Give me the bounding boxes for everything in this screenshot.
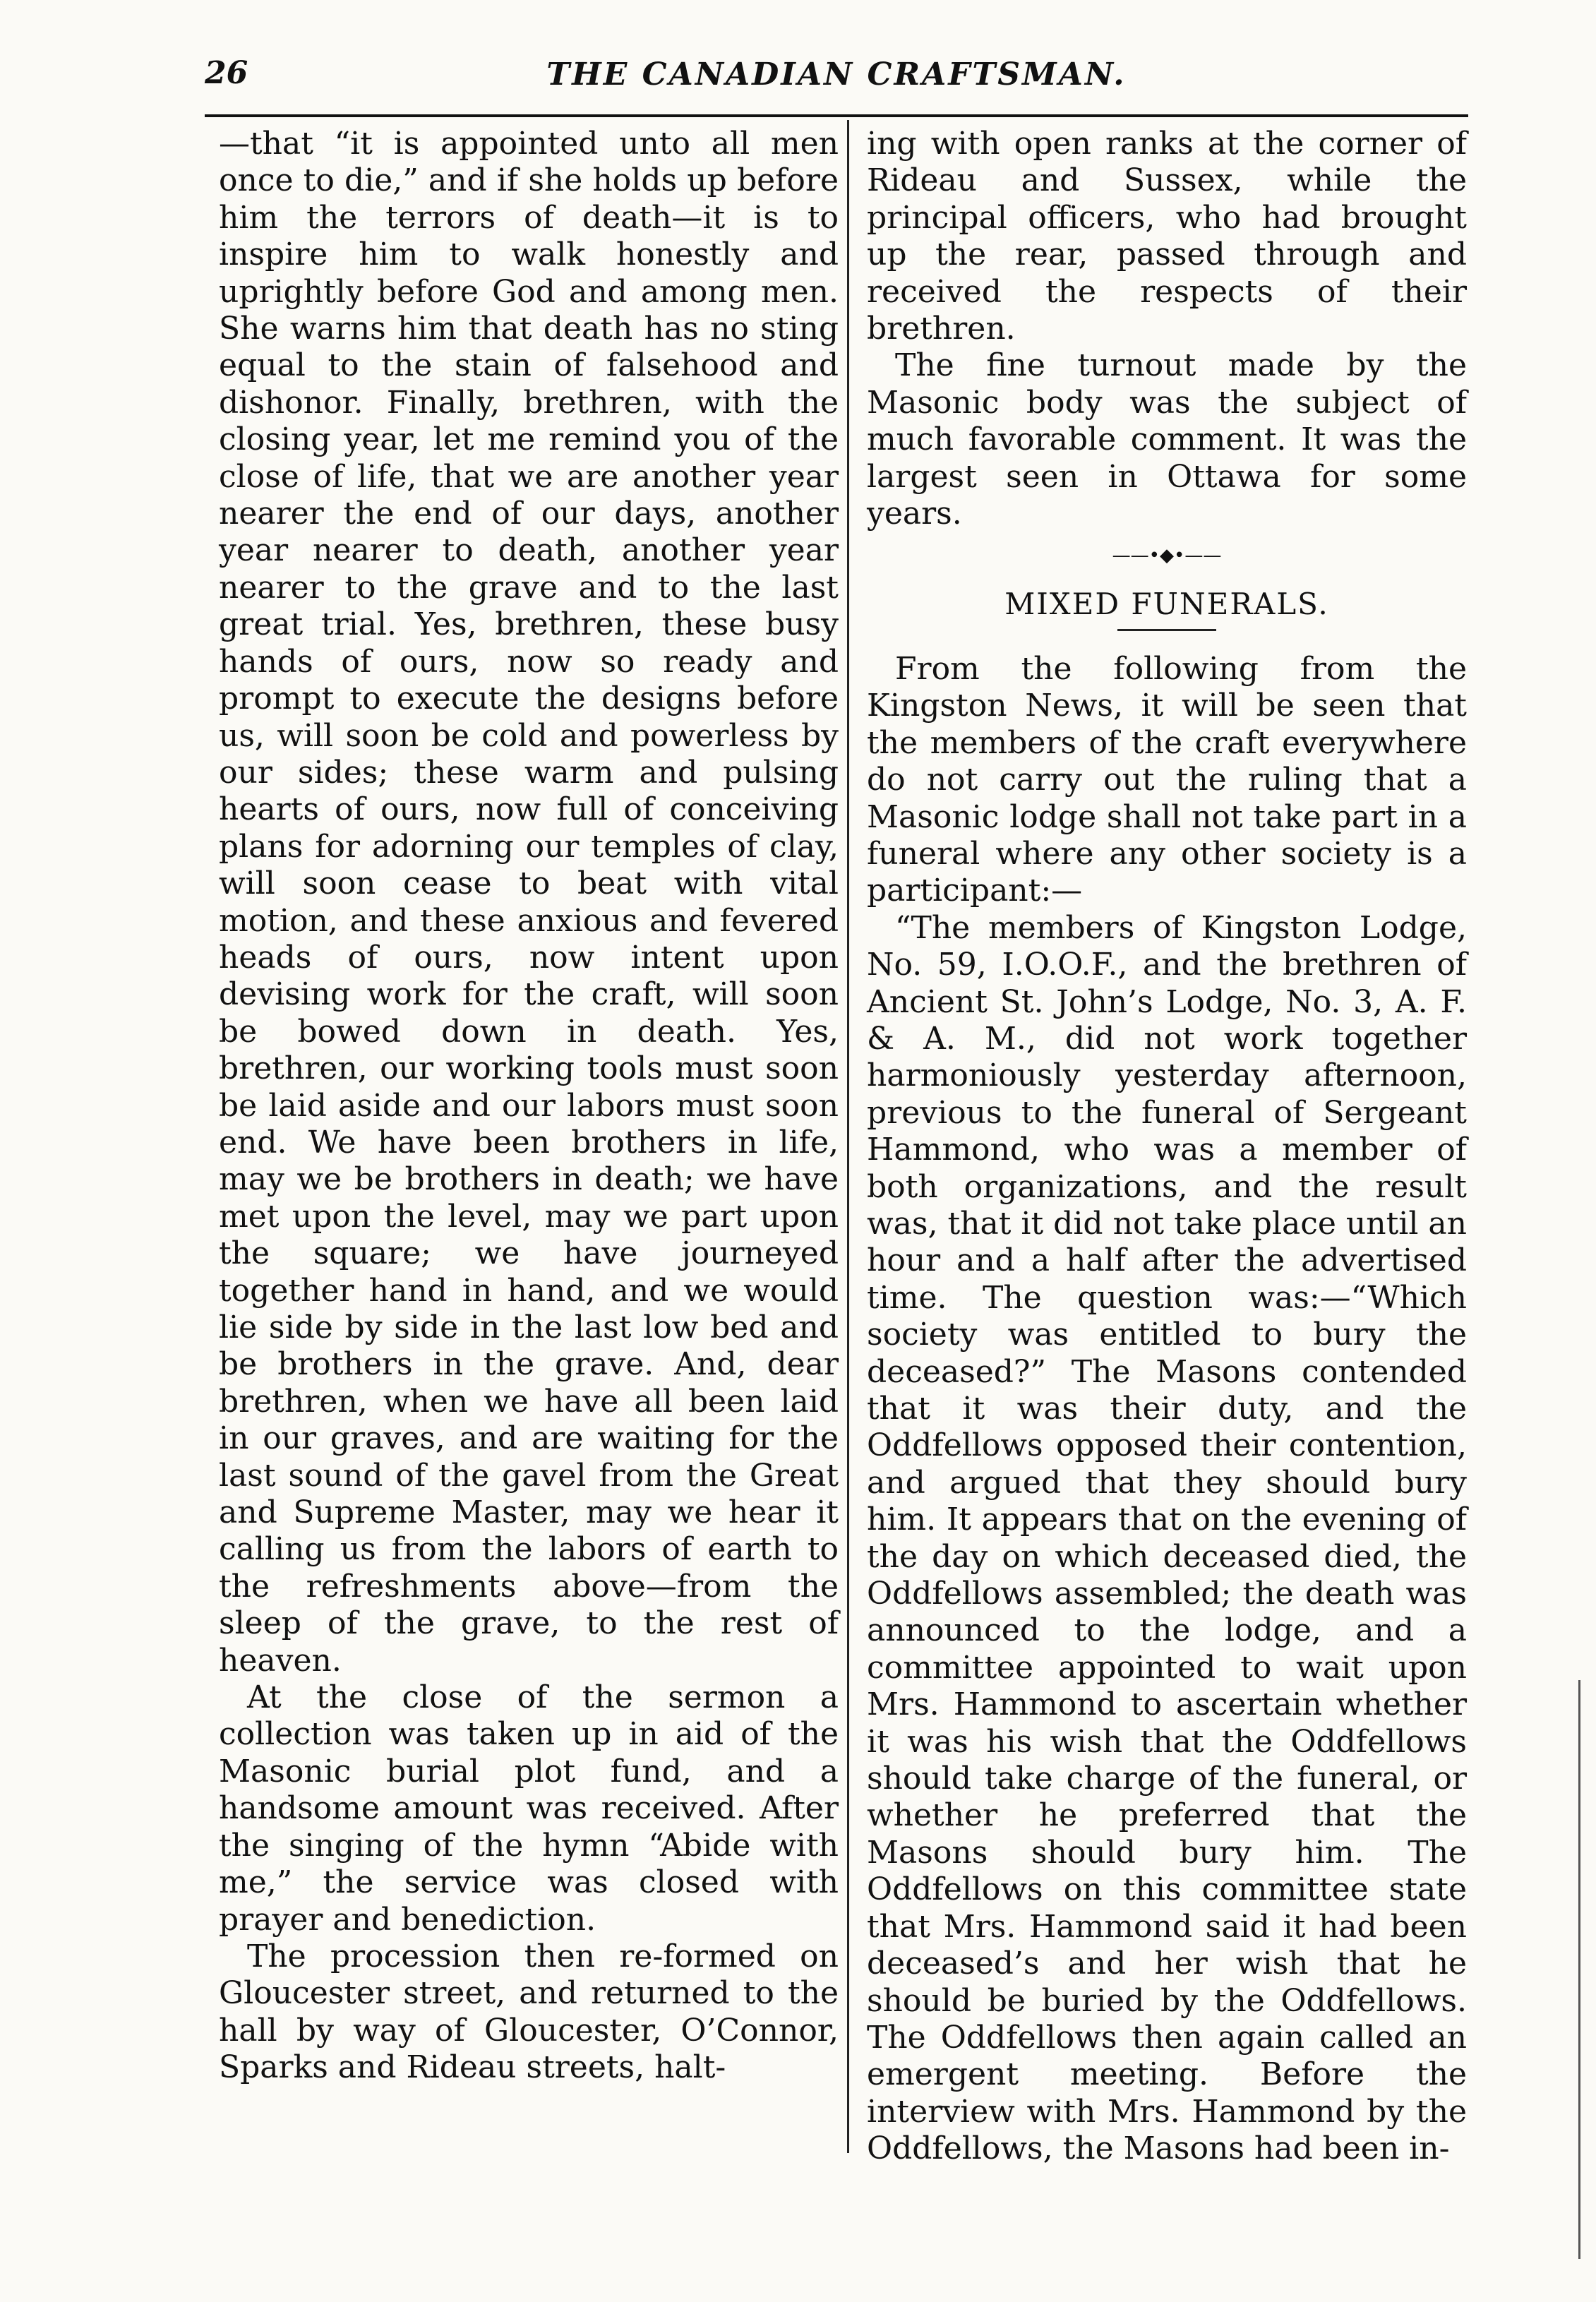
header-rule	[205, 114, 1468, 117]
section-ornament: ——•◆•——	[1112, 545, 1222, 567]
column-divider	[847, 120, 849, 2153]
section-heading	[867, 586, 1467, 630]
left-paragraph-1: —that “it is appointed unto all men once to die,” and if she holds up before him the terrors of death—it is to inspire him to walk honestly and uprightly before God and among men. She warns him that death has no sting equal to the stain of falsehood and dishonor. Finally, brethren, with the closing year, let me remind you of the close of life, that we are another year nearer the end of our days, another year nearer to death, another year nearer to the grave and to the last great trial. Yes, brethren, these busy hands of ours, now so ready and prompt to execute the designs before us, will soon be cold and powerless by our sides; these warm and pulsing hearts of ours, now full of conceiving plans for adorning our temples of clay, will soon cease to beat with vital motion, and these anxious and fevered heads of ours, now intent upon devising work for the craft, will soon be bowed down in death. Yes, brethren, our working tools must soon be laid aside and our labors must soon end. We have been brothers in life, may we be brothers in death; we have met upon the level, may we part upon the square; we have journeyed together hand in hand, and we would lie side by side in the last low bed and be brothers in the grave. And, dear brethren, when we have all been laid in our graves, and are waiting for the last sound of the gavel from the Great and Supreme Master, may we hear it calling us from the labors of earth to the refreshments above—from the sleep of the grave, to the rest of heaven.	[219, 126, 839, 1679]
page-edge-mark	[1578, 1680, 1580, 2259]
page-number: 26	[205, 55, 248, 91]
right-paragraph-2: The fine turnout made by the Masonic body was the subject of much favorable comment. It was the largest seen in Ottawa for some years.	[867, 347, 1467, 532]
right-paragraph-1: ing with open ranks at the corner of Rideau and Sussex, while the principal officers, who had brought up the rear, passed through and received the respects of their brethren.	[867, 126, 1467, 347]
running-title: THE CANADIAN CRAFTSMAN.	[546, 56, 1127, 92]
right-paragraph-4: “The members of Kingston Lodge, No. 59, I.O.O.F., and the brethren of Ancient St. John’s Lodge, No. 3, A. F. & A. M., did not work together harmoniously yesterday afternoon, previous to the funeral of Sergeant Hammond, who was a member of both organizations, and the result was, that it did not take place until an hour and a half after the advertised time. The question was:—“Which society was entitled to bury the deceased?” The Masons contended that it was their duty, and the Oddfellows opposed their contention, and argued that they should bury him. It appears that on the evening of the day on which deceased died, the Oddfellows assembled; the death was announced to the lodge, and a committee appointed to wait upon Mrs. Hammond to ascertain whether it was his wish that the Oddfellows should take charge of the funeral, or whether he preferred that the Masons should bury him. The Oddfellows on this committee state that Mrs. Hammond said it had been deceased’s and her wish that he should be buried by the Oddfellows. The Oddfellows then again called an emergent meeting. Before the interview with Mrs. Hammond by the Oddfellows, the Masons had been in-	[867, 909, 1467, 2167]
left-paragraph-2: At the close of the sermon a collection was taken up in aid of the Masonic burial plot fund, and a handsome amount was received. After the singing of the hymn “Abide with me,” the service was closed with prayer and benediction.	[219, 1679, 839, 1938]
left-column	[219, 126, 839, 2087]
right-column	[867, 126, 1467, 2168]
right-paragraph-3: From the following from the Kingston News, it will be seen that the members of the craft everywhere do not carry out the ruling that a Masonic lodge shall not take part in a funeral where any other society is a participant:—	[867, 650, 1467, 909]
heading-underline	[1117, 629, 1216, 631]
left-paragraph-3: The procession then re-formed on Gloucester street, and returned to the hall by way of Gloucester, O’Connor, Sparks and Rideau streets, halt-	[219, 1938, 839, 2086]
section-heading-text: MIXED FUNERALS.	[1004, 587, 1329, 622]
page-header	[205, 55, 1468, 119]
